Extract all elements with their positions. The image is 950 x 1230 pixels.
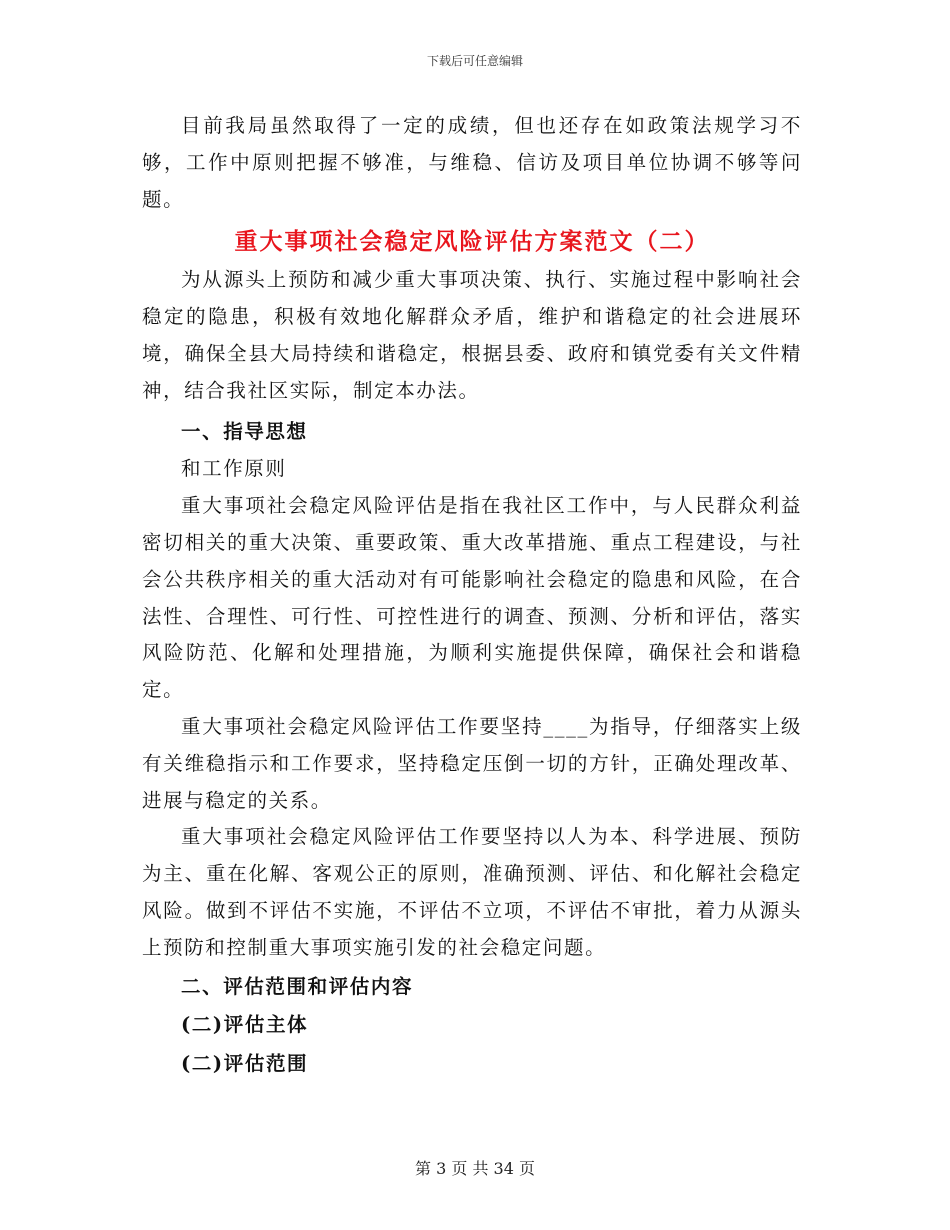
paragraph-work-principles: 和工作原则 — [181, 457, 287, 481]
page-header-note: 下载后可任意编辑 — [426, 54, 523, 68]
paragraph-guidance: 重大事项社会稳定风险评估工作要坚持____为指导，仔细落实上级有关维稳指示和工作要求，坚持稳定压倒一切的方针，正确处理改革、进展与稳定的关系。 — [142, 714, 802, 812]
section-title: 重大事项社会稳定风险评估方案范文（二） — [234, 228, 710, 256]
document-body — [142, 108, 802, 1083]
paragraph-purpose: 为从源头上预防和减少重大事项决策、执行、实施过程中影响社会稳定的隐患，积极有效地化解群众矛盾，维护和谐稳定的社会进展环境，确保全县大局持续和谐稳定，根据县委、政府和镇党委有关文件精神，结合我社区实际，制定本办法。 — [142, 268, 802, 402]
page-number: 第 3 页 共 34 页 — [415, 1159, 535, 1178]
heading-guiding-ideology: 一、指导思想 — [181, 419, 308, 443]
heading-scope-content: 二、评估范围和评估内容 — [181, 974, 414, 998]
paragraph-principles: 重大事项社会稳定风险评估工作要坚持以人为本、科学进展、预防为主、重在化解、客观公正的原则，准确预测、评估、和化解社会稳定风险。做到不评估不实施，不评估不立项，不评估不审批，着力从源头上预防和控制重大事项实施引发的社会稳定问题。 — [142, 825, 802, 959]
paragraph-achievements: 目前我局虽然取得了一定的成绩，但也还存在如政策法规学习不够，工作中原则把握不够准，与维稳、信访及项目单位协调不够等问题。 — [142, 114, 802, 211]
paragraph-definition: 重大事项社会稳定风险评估是指在我社区工作中，与人民群众利益密切相关的重大决策、重要政策、重大改革措施、重点工程建设，与社会公共秩序相关的重大活动对有可能影响社会稳定的隐患和风险，在合法性、合理性、可行性、可控性进行的调查、预测、分析和评估，落实风险防范、化解和处理措施，为顺利实施提供保障，确保社会和谐稳定。 — [142, 494, 802, 702]
heading-assessment-subject: (二)评估主体 — [181, 1013, 309, 1037]
heading-assessment-scope: (二)评估范围 — [181, 1052, 309, 1076]
